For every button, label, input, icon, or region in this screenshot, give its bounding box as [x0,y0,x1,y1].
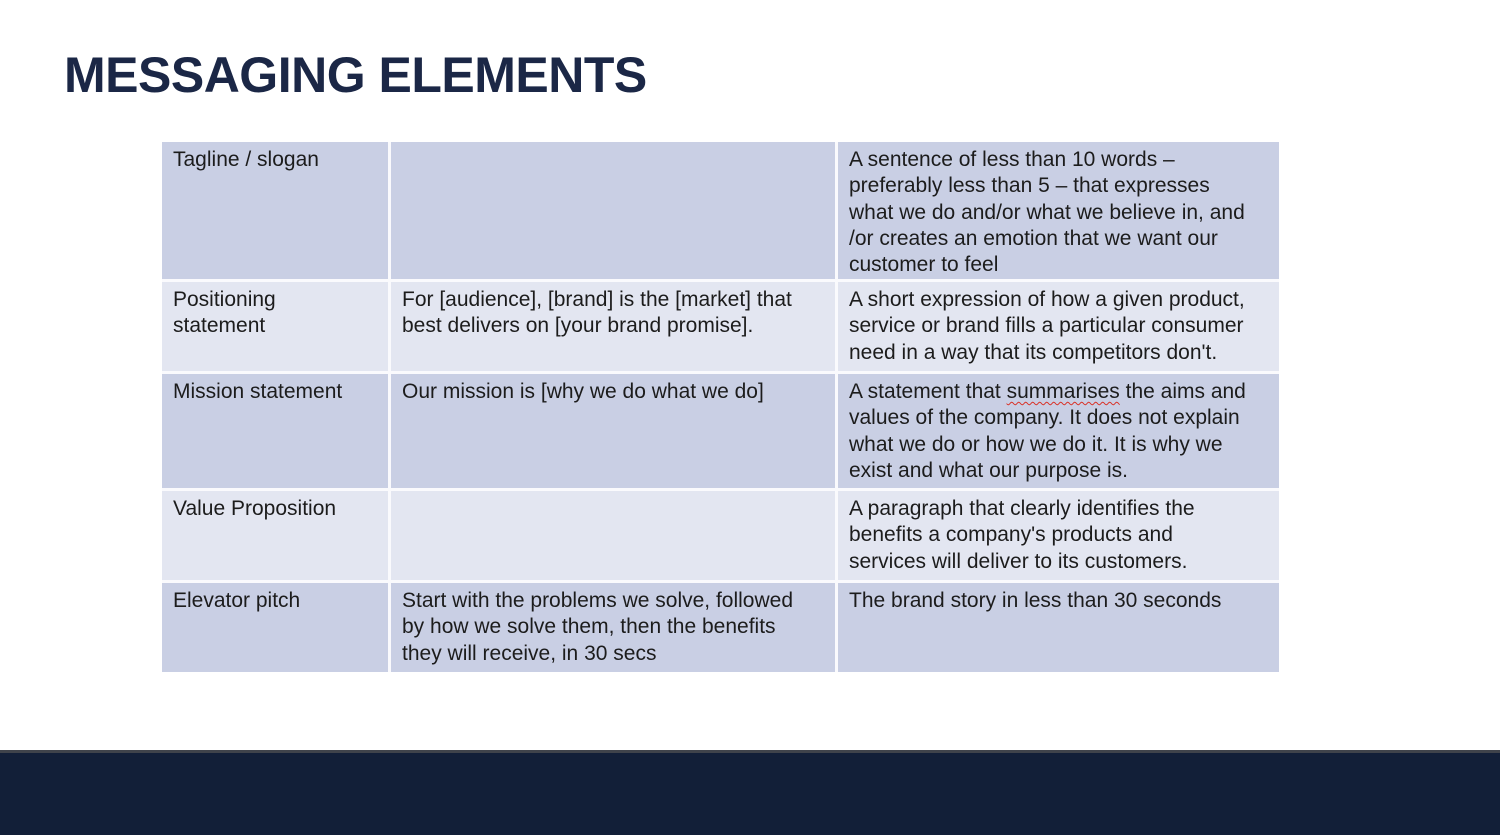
footer-bar [0,750,1500,835]
mission-description-before: A statement that [849,380,1007,403]
cell-elevator-pitch-description: The brand story in less than 30 seconds [838,583,1279,672]
cell-value-proposition-term: Value Proposition [162,491,388,580]
cell-mission-template: Our mission is [why we do what we do] [391,374,835,488]
cell-positioning-template: For [audience], [brand] is the [market] that best delivers on [your brand promise]. [391,282,835,371]
cell-tagline-term: Tagline / slogan [162,142,388,279]
misspelled-word: summarises [1006,380,1120,403]
mission-description-after: the aims and values of the company. It does not explain what we do or how we do it. It is why we exist and what our purpose is. [849,380,1246,482]
page-title: MESSAGING ELEMENTS [64,47,647,103]
cell-positioning-description: A short expression of how a given product, service or brand fills a particular consumer need in a way that its competitors don't. [838,282,1279,371]
cell-elevator-pitch-term: Elevator pitch [162,583,388,672]
cell-value-proposition-template [391,491,835,580]
cell-elevator-pitch-template: Start with the problems we solve, followed by how we solve them, then the benefits they will receive, in 30 secs [391,583,835,672]
cell-tagline-template [391,142,835,279]
cell-mission-description [838,374,1279,488]
cell-value-proposition-description: A paragraph that clearly identifies the benefits a company's products and services will deliver to its customers. [838,491,1279,580]
cell-tagline-description: A sentence of less than 10 words – preferably less than 5 – that expresses what we do and/or what we believe in, and /or creates an emotion that we want our customer to feel [838,142,1279,279]
cell-mission-term: Mission statement [162,374,388,488]
cell-positioning-term: Positioning statement [162,282,388,371]
messaging-elements-table [162,142,1279,672]
